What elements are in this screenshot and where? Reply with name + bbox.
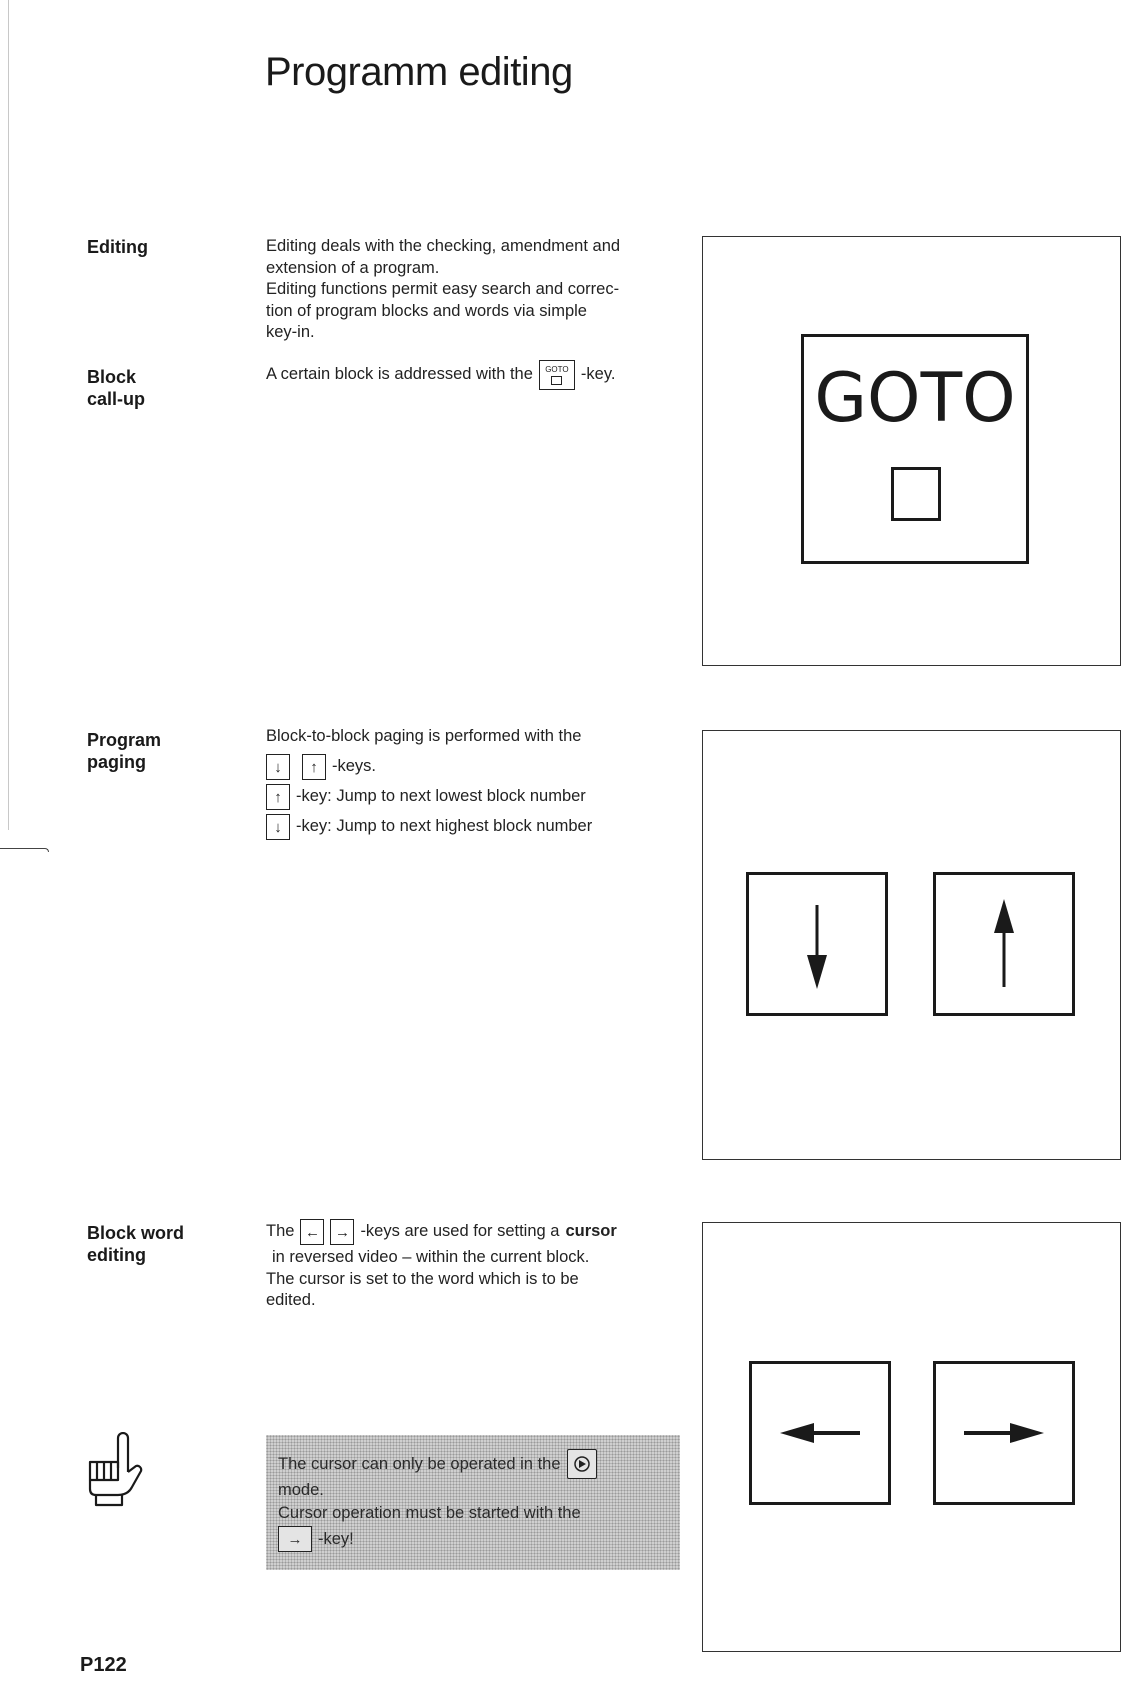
arrow-down-icon: ↓ [266, 754, 290, 780]
arrow-down-icon: ↓ [266, 814, 290, 840]
paging-down-desc: -key: Jump to next highest block number [296, 817, 593, 836]
arrow-right-icon: → [278, 1526, 312, 1552]
arrow-up-icon: ↑ [302, 754, 326, 780]
arrow-left-key-large [749, 1361, 891, 1505]
arrow-down-icon [749, 875, 885, 1013]
goto-key-large-label: GOTO [814, 359, 1016, 438]
goto-key-inline [539, 360, 575, 390]
editing-line: Editing functions permit easy search and correc- [266, 280, 620, 298]
cursor-keys-figure [702, 1222, 1121, 1652]
heading-line: paging [87, 752, 146, 772]
paging-up-desc: -key: Jump to next lowest block number [296, 787, 586, 806]
goto-key-inline-label: GOTO [545, 364, 569, 374]
note-line4: -key! [318, 1529, 354, 1548]
heading-line: editing [87, 1245, 146, 1265]
heading-block-word-editing [87, 1222, 184, 1266]
margin-tab [0, 848, 49, 852]
bwe-line: edited. [266, 1291, 316, 1309]
arrow-up-key-large [933, 872, 1075, 1016]
editing-line: tion of program blocks and words via simple [266, 301, 587, 320]
heading-line: Block word [87, 1223, 185, 1243]
page-number: P122 [80, 1654, 127, 1676]
editing-line: key-in. [266, 323, 315, 341]
note-line3: Cursor operation must be started with the [278, 1504, 581, 1522]
paging-keys-figure [702, 730, 1121, 1160]
heading-program-paging [87, 729, 161, 773]
arrow-up-icon: ↑ [266, 784, 290, 810]
mode-key-icon [567, 1449, 597, 1479]
arrow-up-icon [936, 875, 1072, 1013]
heading-line: Program [87, 730, 162, 750]
arrow-left-icon: ← [300, 1219, 324, 1245]
bwe-keys: -keys are used for setting a [360, 1222, 560, 1241]
arrow-right-icon: → [330, 1219, 354, 1245]
margin-line [8, 0, 9, 830]
bwe-line: in reversed video – within the current block. [272, 1248, 590, 1266]
cursor-note [266, 1435, 680, 1570]
block-callup-text: A certain block is addressed with the [266, 365, 533, 384]
square-icon [551, 376, 562, 385]
block-callup-paragraph [266, 360, 686, 390]
paging-keys-suffix: -keys. [332, 757, 377, 776]
arrow-left-icon [752, 1364, 888, 1502]
pointing-hand-icon [84, 1432, 148, 1508]
paging-intro: Block-to-block paging is performed with the [266, 727, 582, 745]
heading-line: call-up [87, 389, 146, 409]
editing-line: Editing deals with the checking, amendment and [266, 237, 621, 255]
heading-line: Block [87, 367, 137, 387]
heading-block-callup [87, 366, 145, 410]
note-line2: mode. [278, 1481, 324, 1499]
editing-paragraph [266, 236, 686, 344]
square-icon [891, 467, 941, 521]
editing-line: extension of a program. [266, 258, 440, 277]
note-line1: The cursor can only be operated in the [278, 1454, 561, 1473]
mode-icon [573, 1455, 591, 1473]
program-paging-paragraph [266, 726, 686, 842]
bwe-line: The cursor is set to the word which is to be [266, 1269, 579, 1288]
heading-editing-text: Editing [87, 237, 148, 257]
block-word-editing-paragraph [266, 1217, 686, 1312]
goto-key-large [801, 334, 1029, 564]
block-callup-text-after: -key. [580, 365, 616, 384]
bwe-cursor: cursor [565, 1222, 617, 1241]
arrow-down-key-large [746, 872, 888, 1016]
arrow-right-key-large [933, 1361, 1075, 1505]
heading-editing [87, 236, 148, 258]
page-title: Programm editing [265, 50, 573, 94]
bwe-the: The [266, 1222, 295, 1241]
arrow-right-icon [936, 1364, 1072, 1502]
goto-key-figure [702, 236, 1121, 666]
